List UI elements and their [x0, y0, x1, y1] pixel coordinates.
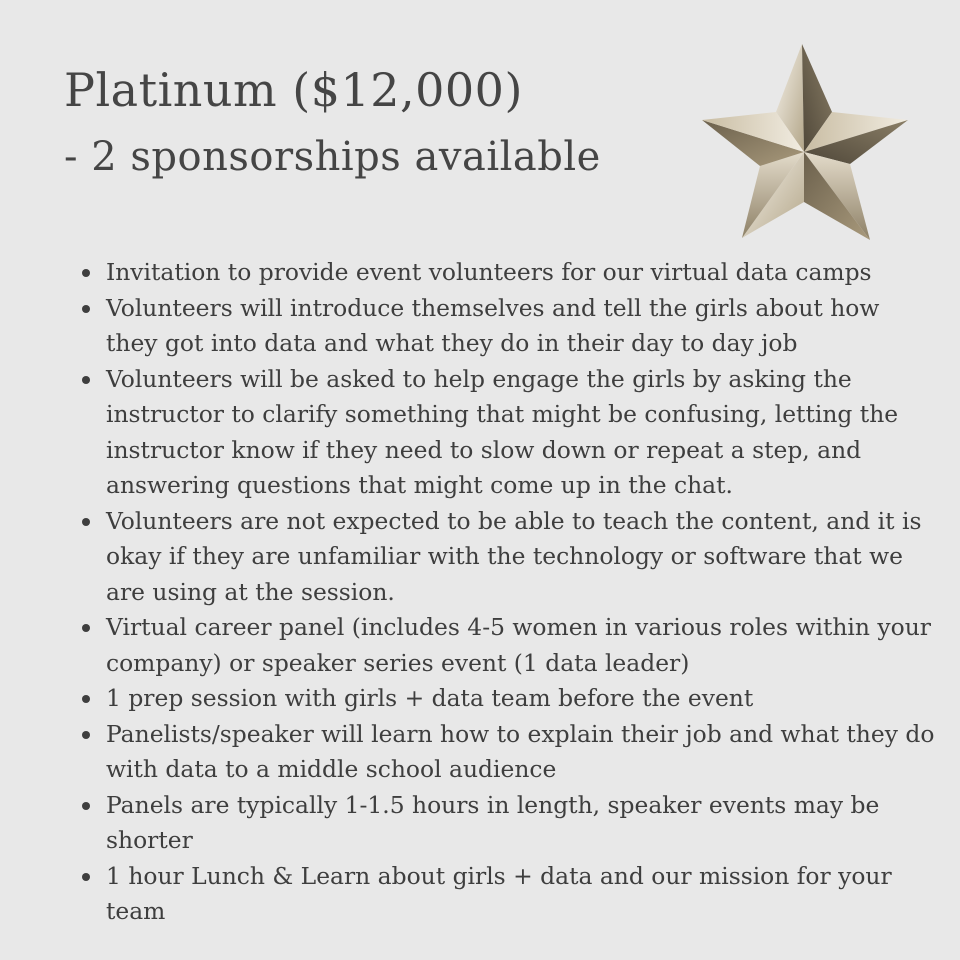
list-item	[76, 504, 936, 611]
bullet-icon	[82, 269, 90, 277]
header	[64, 56, 664, 190]
bullet-icon	[82, 873, 90, 881]
list-item	[76, 255, 936, 291]
star-icon	[700, 42, 910, 242]
list-item-text: 1 hour Lunch & Learn about girls + data and our mission for your team	[106, 861, 892, 925]
bullet-icon	[82, 695, 90, 703]
list-item-text: Panelists/speaker will learn how to explain their job and what they do with data to a middle school audience	[106, 719, 935, 783]
list-item	[76, 610, 936, 681]
list-item	[76, 291, 936, 362]
list-item	[76, 681, 936, 717]
list-item-text: Volunteers are not expected to be able to teach the content, and it is okay if they are unfamiliar with the technology or software that we are using at the session.	[106, 506, 922, 606]
list-item-text: Virtual career panel (includes 4-5 women in various roles within your company) or speaker series event (1 data leader)	[106, 613, 931, 677]
list-item-text: Volunteers will introduce themselves and tell the girls about how they got into data and what they do in their day to day job	[106, 293, 880, 357]
bullet-icon	[82, 802, 90, 810]
page-title: Platinum ($12,000)	[64, 63, 523, 117]
bullet-icon	[82, 518, 90, 526]
bullet-icon	[82, 731, 90, 739]
list-item	[76, 362, 936, 504]
list-item-text: Volunteers will be asked to help engage the girls by asking the instructor to clarify something that might be confusing, letting the instructor know if they need to slow down or repeat a step, and answering questions that might come up in the chat.	[106, 364, 899, 499]
list-item	[76, 717, 936, 788]
list-item-text: Invitation to provide event volunteers for our virtual data camps	[106, 258, 872, 286]
bullet-icon	[82, 305, 90, 313]
list-item-text: Panels are typically 1-1.5 hours in length, speaker events may be shorter	[106, 790, 880, 854]
sponsorship-benefits-list	[76, 255, 936, 930]
bullet-icon	[82, 624, 90, 632]
list-item-text: 1 prep session with girls + data team before the event	[106, 684, 754, 712]
list-item	[76, 859, 936, 930]
list-item	[76, 788, 936, 859]
bullet-icon	[82, 376, 90, 384]
page-subtitle: - 2 sponsorships available	[64, 134, 601, 180]
